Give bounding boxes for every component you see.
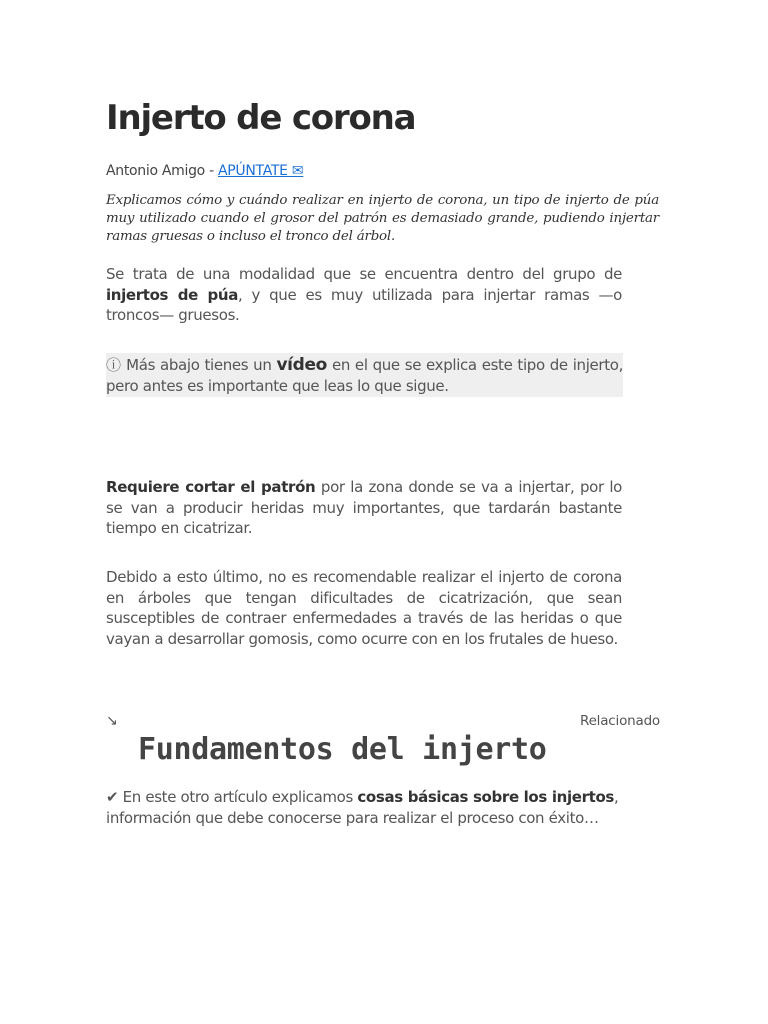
paragraph-modalidad xyxy=(106,264,622,326)
related-description xyxy=(106,787,666,828)
note-text: Más abajo tienes un xyxy=(121,356,277,374)
byline xyxy=(106,163,303,179)
note-text: en el que se explica este tipo de injerto, pero antes es importante que leas lo que sigue. xyxy=(106,356,623,395)
related-article-link[interactable]: Fundamentos del injerto xyxy=(138,732,547,767)
cortar-patron-bold: Requiere cortar el patrón xyxy=(106,478,316,496)
paragraph-cicatrizacion: Debido a esto último, no es recomendable realizar el injerto de corona en árboles que tengan dificultades de cicatrización, que sean susceptibles de contraer enfermedades a través de las heridas o que vayan a desarrollar gomosis, como ocurre con en los frutales de hueso. xyxy=(106,568,622,648)
video-bold: vídeo xyxy=(276,355,327,375)
arrow-down-right-icon: ↘ xyxy=(106,713,118,729)
video-note-box xyxy=(106,353,623,397)
related-label: Relacionado xyxy=(580,713,660,729)
injertos-de-pua-bold: injertos de púa xyxy=(106,285,238,304)
author-name: Antonio Amigo xyxy=(106,163,205,179)
video-note xyxy=(106,353,623,397)
paragraph-text: , y que es muy utilizada para injertar ramas —o troncos— gruesos. xyxy=(106,285,622,324)
info-icon: ⓘ xyxy=(106,356,122,374)
paragraph-cortar-patron xyxy=(106,477,622,539)
paragraph-text: por la zona donde se va a injertar, por lo se van a producir heridas muy importantes, que tardarán bastante tiempo en cicatrizar. xyxy=(106,478,623,537)
article-title: Injerto de corona xyxy=(106,98,416,138)
article-intro: Explicamos cómo y cuándo realizar en injerto de corona, un tipo de injerto de púa muy utilizado cuando el grosor del patrón es demasiado grande, pudiendo injertar ramas gruesas o incluso el tronco del árbol. xyxy=(106,193,659,244)
byline-separator: - xyxy=(204,163,219,179)
related-text: En este otro artículo explicamos xyxy=(118,788,358,806)
paragraph-text: Se trata de una modalidad que se encuentra dentro del grupo de xyxy=(106,265,622,283)
subscribe-link[interactable]: APÚNTATE ✉ xyxy=(218,163,304,179)
related-bold: cosas básicas sobre los injertos xyxy=(357,788,614,806)
checkmark-icon: ✔ xyxy=(106,788,119,806)
related-text: , información que debe conocerse para realizar el proceso con éxito… xyxy=(106,788,619,827)
